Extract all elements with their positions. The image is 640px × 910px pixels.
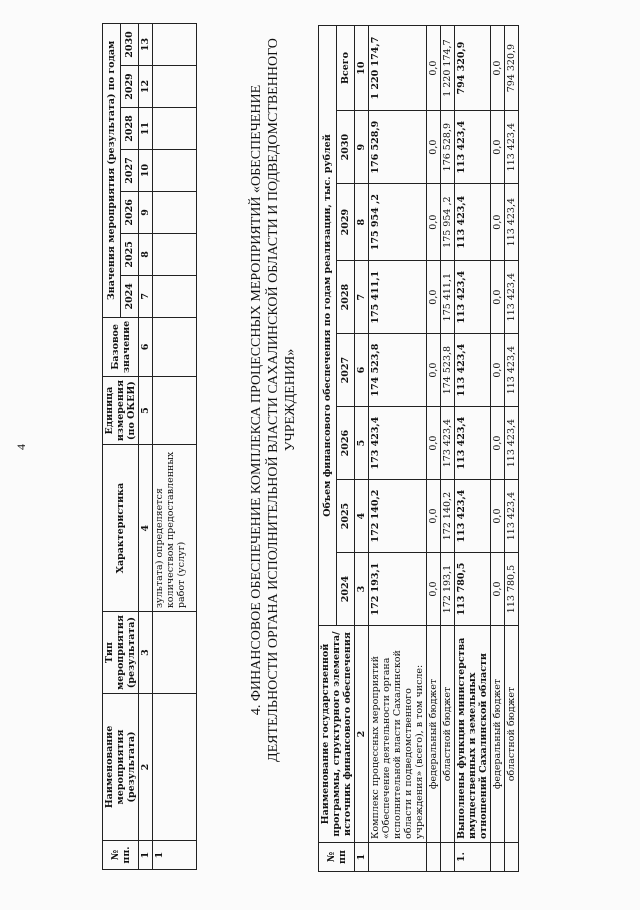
t2-row-name: Комплекс процессных мероприятий «Обеспечение деятельности органа исполнительной власти Сахалинской области и подведомственного учреждения» (всего), в том числе: (369, 626, 427, 843)
t2-row-functions (455, 26, 491, 872)
t1-row-name (153, 694, 197, 841)
t1-header-values: Значения мероприятия (результата) по годам (103, 24, 121, 318)
t2-year: 2027 (337, 334, 355, 407)
t2-row-federal (427, 26, 441, 872)
t2-value: 113 423,4 (455, 480, 491, 553)
t2-row-name: федеральный бюджет (427, 626, 441, 843)
t2-value: 0,0 (427, 111, 441, 184)
t2-total: 794 320,9 (505, 26, 519, 111)
t1-index: 7 (139, 275, 153, 317)
t2-value: 113 423,4 (505, 407, 519, 480)
t2-row-complex (369, 26, 427, 872)
t2-value: 0,0 (491, 334, 505, 407)
t1-row-characteristic: зультата) определяется количеством предоставленных работ (услуг) (153, 445, 197, 612)
t1-index: 5 (139, 377, 153, 445)
t2-value: 113 423,4 (505, 480, 519, 553)
t2-value: 176 528,9 (441, 111, 455, 184)
t1-header-name: Наименование мероприятия (результата) (103, 694, 139, 841)
t1-year: 2026 (121, 191, 139, 233)
t1-row-value (153, 24, 197, 66)
t2-header-name: Наименование государственной программы, структурного элемента/источник финансового обеспечения (319, 626, 355, 843)
t1-index: 11 (139, 108, 153, 150)
t2-value: 113 780,5 (455, 553, 491, 626)
t1-row-value (153, 233, 197, 275)
t1-index-row (139, 24, 153, 870)
t2-year: 2024 (337, 553, 355, 626)
t2-total: 794 320,9 (455, 26, 491, 111)
t2-index: 3 (355, 553, 369, 626)
t1-header-type: Тип мероприятия (результата) (103, 612, 139, 694)
t1-year: 2029 (121, 66, 139, 108)
t2-row-federal (491, 26, 505, 872)
t2-year: 2028 (337, 261, 355, 334)
t1-index: 8 (139, 233, 153, 275)
t2-value: 0,0 (427, 261, 441, 334)
t1-row-value (153, 66, 197, 108)
t2-value: 175 411,1 (369, 261, 427, 334)
t2-value: 172 140,2 (441, 480, 455, 553)
t2-index: 9 (355, 111, 369, 184)
t1-year: 2027 (121, 149, 139, 191)
t2-index: 8 (355, 184, 369, 261)
t2-value: 0,0 (427, 480, 441, 553)
t2-value: 172 193,1 (369, 553, 427, 626)
t2-row-name: федеральный бюджет (491, 626, 505, 843)
t2-row-num (441, 843, 455, 872)
t2-value: 0,0 (491, 553, 505, 626)
t1-header-num: № пп. (103, 841, 139, 870)
t2-value: 113 423,4 (505, 111, 519, 184)
t2-value: 0,0 (427, 334, 441, 407)
t1-index: 12 (139, 66, 153, 108)
t2-index: 1 (355, 843, 369, 872)
t2-value: 113 423,4 (455, 111, 491, 184)
t1-row-value (153, 149, 197, 191)
t2-value: 172 193,1 (441, 553, 455, 626)
t2-total: 1 220 174,7 (369, 26, 427, 111)
t1-header-base: Базовое значение (103, 317, 139, 376)
t2-value: 173 423,4 (369, 407, 427, 480)
t2-row-num (491, 843, 505, 872)
t2-row-num (427, 843, 441, 872)
t2-value: 113 423,4 (505, 184, 519, 261)
t2-index: 7 (355, 261, 369, 334)
t1-year: 2028 (121, 108, 139, 150)
t2-header-num: № пп (319, 843, 355, 872)
t2-value: 175 954 ,2 (441, 184, 455, 261)
t2-value: 113 423,4 (505, 334, 519, 407)
t2-index: 6 (355, 334, 369, 407)
t2-row-num (505, 843, 519, 872)
t2-total: 1 220 174,7 (441, 26, 455, 111)
t2-value: 0,0 (491, 480, 505, 553)
t1-row-value (153, 191, 197, 233)
t1-year: 2025 (121, 233, 139, 275)
t2-value: 0,0 (491, 111, 505, 184)
t2-index-row (355, 26, 369, 872)
t1-index: 4 (139, 445, 153, 612)
t1-header-unit: Единица измерения (по ОКЕИ) (103, 377, 139, 445)
page-number: 4 (14, 444, 28, 450)
t2-value: 0,0 (491, 261, 505, 334)
t1-row-base (153, 317, 197, 376)
t2-value: 0,0 (491, 184, 505, 261)
t2-value: 174 523,8 (369, 334, 427, 407)
financing-table (318, 25, 519, 872)
t2-value: 172 140,2 (369, 480, 427, 553)
t1-year: 2030 (121, 24, 139, 66)
results-table (102, 23, 197, 870)
t2-header-total: Всего (337, 26, 355, 111)
t1-index: 2 (139, 694, 153, 841)
t1-header-characteristic: Характеристика (103, 445, 139, 612)
t1-row-unit (153, 377, 197, 445)
t2-row-num: 1. (455, 843, 491, 872)
t2-value: 174 523,8 (441, 334, 455, 407)
t2-value: 173 423,4 (441, 407, 455, 480)
section-heading: 4. ФИНАНСОВОЕ ОБЕСПЕЧЕНИЕ КОМПЛЕКСА ПРОЦЕССНЫХ МЕРОПРИЯТИЙ «ОБЕСПЕЧЕНИЕ ДЕЯТЕЛЬНОСТИ ОРГАНА ИСПОЛНИТЕЛЬНОЙ ВЛАСТИ САХАЛИНСКОЙ ОБЛАСТИ И ПОДВЕДОМСТВЕННОГО УЧРЕЖДЕНИЯ» (249, 38, 298, 762)
t1-index: 9 (139, 191, 153, 233)
t2-total: 0,0 (427, 26, 441, 111)
t2-total: 0,0 (491, 26, 505, 111)
t2-header-volume: Объем финансового обеспечения по годам реализации, тыс. рублей (319, 26, 337, 626)
t2-value: 176 528,9 (369, 111, 427, 184)
t1-row-type (153, 612, 197, 694)
t2-year: 2029 (337, 184, 355, 261)
t2-value: 0,0 (491, 407, 505, 480)
t2-index: 10 (355, 26, 369, 111)
t2-value: 113 423,4 (455, 334, 491, 407)
t2-value: 113 423,4 (455, 407, 491, 480)
t2-year: 2030 (337, 111, 355, 184)
t2-value: 113 780,5 (505, 553, 519, 626)
t2-row-regional (505, 26, 519, 872)
t2-year: 2025 (337, 480, 355, 553)
t1-row-value (153, 275, 197, 317)
t2-value: 175 411,1 (441, 261, 455, 334)
t2-row-name: областной бюджет (505, 626, 519, 843)
t2-value: 113 423,4 (455, 261, 491, 334)
t2-row-regional (441, 26, 455, 872)
t1-index: 6 (139, 317, 153, 376)
t1-index: 10 (139, 149, 153, 191)
t2-index: 2 (355, 626, 369, 843)
t2-value: 113 423,4 (505, 261, 519, 334)
t2-index: 5 (355, 407, 369, 480)
t2-index: 4 (355, 480, 369, 553)
t1-data-row (153, 24, 197, 870)
t2-value: 0,0 (427, 184, 441, 261)
t2-value: 0,0 (427, 553, 441, 626)
t2-value: 175 954 ,2 (369, 184, 427, 261)
t1-index: 1 (139, 841, 153, 870)
t2-value: 113 423,4 (455, 184, 491, 261)
t1-row-value (153, 108, 197, 150)
t1-index: 3 (139, 612, 153, 694)
t1-row-num: 1 (153, 841, 197, 870)
t2-year: 2026 (337, 407, 355, 480)
t2-value: 0,0 (427, 407, 441, 480)
t1-year: 2024 (121, 275, 139, 317)
t2-row-name: Выполнены функции министерства имущественных и земельных отношений Сахалинской области (455, 626, 491, 843)
t2-row-name: областной бюджет (441, 626, 455, 843)
t1-index: 13 (139, 24, 153, 66)
t2-row-num (369, 843, 427, 872)
